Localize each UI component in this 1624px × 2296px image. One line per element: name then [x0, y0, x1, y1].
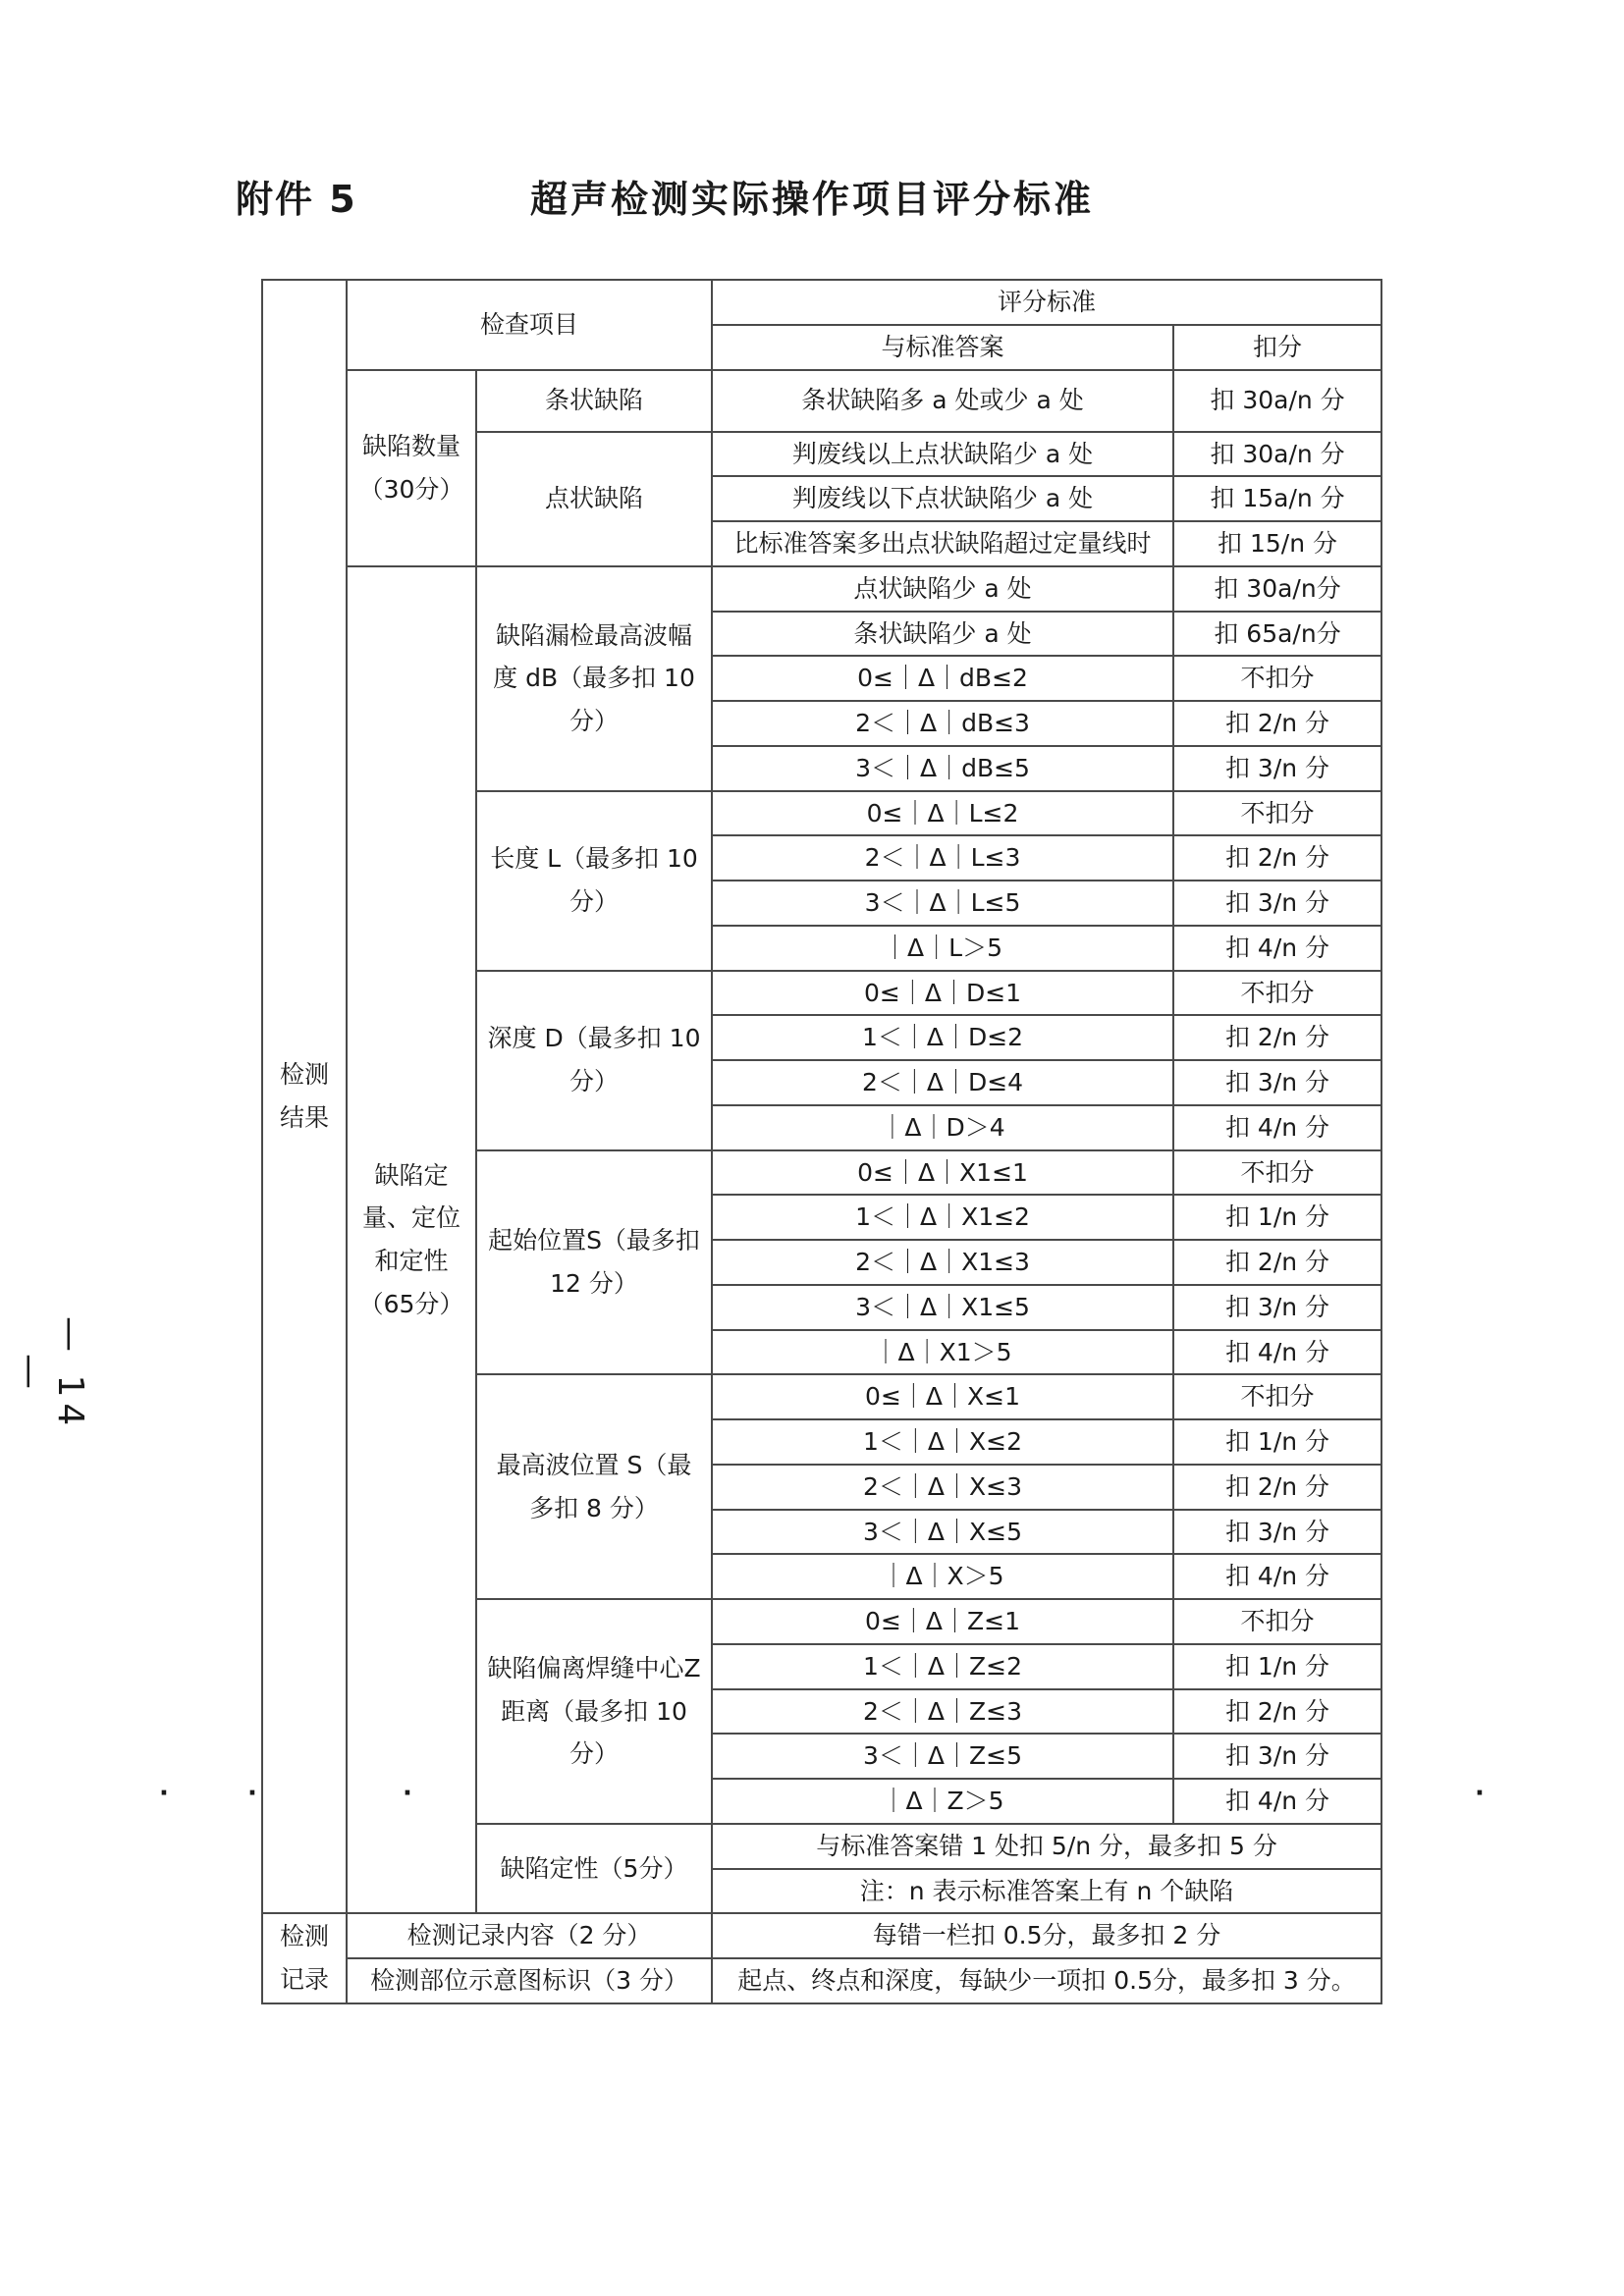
qualitative-rule: 与标准答案错 1 处扣 5/n 分，最多扣 5 分	[712, 1824, 1381, 1869]
criteria-header: 评分标准	[712, 280, 1381, 325]
record-rule: 每错一栏扣 0.5分，最多扣 2 分	[712, 1913, 1381, 1958]
deduction-cell: 扣 2/n 分	[1173, 701, 1381, 746]
criterion-group-label: 深度 D（最多扣 10 分）	[476, 971, 712, 1150]
deduction-cell: 不扣分	[1173, 656, 1381, 701]
condition-cell: 0≤｜Δ｜dB≤2	[712, 656, 1173, 701]
condition-cell: 3＜｜Δ｜Z≤5	[712, 1734, 1173, 1779]
condition-cell: 条状缺陷多 a 处或少 a 处	[712, 370, 1173, 432]
deduction-cell: 扣 3/n 分	[1173, 746, 1381, 791]
deduction-cell: 扣 1/n 分	[1173, 1195, 1381, 1240]
condition-cell: ｜Δ｜L＞5	[712, 926, 1173, 971]
condition-cell: ｜Δ｜X＞5	[712, 1554, 1173, 1599]
defect-count-label: 缺陷数量（30分）	[347, 370, 476, 566]
condition-cell: 3＜｜Δ｜dB≤5	[712, 746, 1173, 791]
condition-cell: 1＜｜Δ｜X1≤2	[712, 1195, 1173, 1240]
condition-cell: 判废线以下点状缺陷少 a 处	[712, 476, 1173, 521]
criterion-group-label: 缺陷漏检最高波幅度 dB（最多扣 10 分）	[476, 566, 712, 791]
condition-cell: 判废线以上点状缺陷少 a 处	[712, 432, 1173, 477]
table-header-row	[262, 280, 1381, 325]
deduction-cell: 扣 3/n 分	[1173, 881, 1381, 926]
deduction-cell: 不扣分	[1173, 1599, 1381, 1644]
condition-cell: 1＜｜Δ｜Z≤2	[712, 1644, 1173, 1689]
detection-result-label: 检测结果	[262, 280, 347, 1913]
dot-mark: ·	[1475, 1779, 1485, 1808]
deduction-cell: 扣 4/n 分	[1173, 1330, 1381, 1375]
record-rule: 起点、终点和深度，每缺少一项扣 0.5分，最多扣 3 分。	[712, 1958, 1381, 2003]
scoring-table	[261, 279, 1382, 2004]
deduction-cell: 扣 3/n 分	[1173, 1285, 1381, 1330]
condition-cell: 1＜｜Δ｜D≤2	[712, 1015, 1173, 1060]
record-item: 检测记录内容（2 分）	[347, 1913, 712, 1958]
deduction-cell: 扣 1/n 分	[1173, 1419, 1381, 1465]
condition-cell: 比标准答案多出点状缺陷超过定量线时	[712, 521, 1173, 566]
deduction-cell: 扣 2/n 分	[1173, 1240, 1381, 1285]
deduction-cell: 扣 15/n 分	[1173, 521, 1381, 566]
deduction-cell: 不扣分	[1173, 791, 1381, 836]
condition-cell: 2＜｜Δ｜X1≤3	[712, 1240, 1173, 1285]
deduction-cell: 扣 3/n 分	[1173, 1734, 1381, 1779]
record-item: 检测部位示意图标识（3 分）	[347, 1958, 712, 2003]
condition-cell: 0≤｜Δ｜X≤1	[712, 1374, 1173, 1419]
vs-answer-header: 与标准答案	[712, 325, 1173, 370]
condition-cell: 2＜｜Δ｜L≤3	[712, 835, 1173, 881]
deduction-cell: 扣 30a/n 分	[1173, 432, 1381, 477]
criterion-group-label: 起始位置S（最多扣 12 分）	[476, 1150, 712, 1375]
deduction-cell: 扣 2/n 分	[1173, 835, 1381, 881]
condition-cell: 点状缺陷少 a 处	[712, 566, 1173, 612]
attachment-label: 附件 5	[236, 178, 357, 221]
deduction-cell: 扣 4/n 分	[1173, 1554, 1381, 1599]
condition-cell: 3＜｜Δ｜L≤5	[712, 881, 1173, 926]
condition-cell: ｜Δ｜D＞4	[712, 1105, 1173, 1150]
dot-mark: ·	[159, 1779, 169, 1808]
dot-mark: ·	[403, 1779, 412, 1808]
condition-cell: 3＜｜Δ｜X≤5	[712, 1510, 1173, 1555]
table-row	[262, 370, 1381, 432]
deduction-cell: 扣 4/n 分	[1173, 926, 1381, 971]
point-defect-label: 点状缺陷	[476, 432, 712, 566]
condition-cell: 0≤｜Δ｜L≤2	[712, 791, 1173, 836]
quantification-label: 缺陷定量、定位和定性（65分）	[347, 566, 476, 1914]
table-row	[262, 1958, 1381, 2003]
deduction-cell: 扣 1/n 分	[1173, 1644, 1381, 1689]
condition-cell: 0≤｜Δ｜X1≤1	[712, 1150, 1173, 1196]
qualitative-label: 缺陷定性（5分）	[476, 1824, 712, 1914]
condition-cell: 2＜｜Δ｜Z≤3	[712, 1689, 1173, 1735]
deduction-cell: 扣 4/n 分	[1173, 1105, 1381, 1150]
condition-cell: 0≤｜Δ｜Z≤1	[712, 1599, 1173, 1644]
condition-cell: 1＜｜Δ｜X≤2	[712, 1419, 1173, 1465]
deduction-cell: 扣 2/n 分	[1173, 1465, 1381, 1510]
condition-cell: ｜Δ｜Z＞5	[712, 1779, 1173, 1824]
condition-cell: 3＜｜Δ｜X1≤5	[712, 1285, 1173, 1330]
deduction-cell: 扣 3/n 分	[1173, 1060, 1381, 1105]
deduction-cell: 扣 15a/n 分	[1173, 476, 1381, 521]
condition-cell: 2＜｜Δ｜dB≤3	[712, 701, 1173, 746]
table-row	[262, 566, 1381, 612]
deduction-cell: 不扣分	[1173, 1150, 1381, 1196]
qualitative-note: 注：n 表示标准答案上有 n 个缺陷	[712, 1869, 1381, 1914]
condition-cell: ｜Δ｜X1＞5	[712, 1330, 1173, 1375]
page-number: — 14 —	[10, 1316, 90, 1432]
detection-record-label: 检测记录	[262, 1913, 347, 2003]
deduction-cell: 扣 4/n 分	[1173, 1779, 1381, 1824]
condition-cell: 2＜｜Δ｜D≤4	[712, 1060, 1173, 1105]
deduction-cell: 不扣分	[1173, 1374, 1381, 1419]
condition-cell: 2＜｜Δ｜X≤3	[712, 1465, 1173, 1510]
deduction-cell: 扣 30a/n 分	[1173, 370, 1381, 432]
document-title: 超声检测实际操作项目评分标准	[530, 178, 1095, 221]
deduction-header: 扣分	[1173, 325, 1381, 370]
condition-cell: 条状缺陷少 a 处	[712, 612, 1173, 657]
table-row	[262, 1913, 1381, 1958]
deduction-cell: 扣 3/n 分	[1173, 1510, 1381, 1555]
linear-defect-label: 条状缺陷	[476, 370, 712, 432]
deduction-cell: 扣 30a/n分	[1173, 566, 1381, 612]
deduction-cell: 扣 65a/n分	[1173, 612, 1381, 657]
criterion-group-label: 缺陷偏离焊缝中心Z距离（最多扣 10 分）	[476, 1599, 712, 1824]
criterion-group-label: 最高波位置 S（最多扣 8 分）	[476, 1374, 712, 1599]
deduction-cell: 扣 2/n 分	[1173, 1689, 1381, 1735]
deduction-cell: 不扣分	[1173, 971, 1381, 1016]
criterion-group-label: 长度 L（最多扣 10 分）	[476, 791, 712, 971]
inspection-item-header: 检查项目	[347, 280, 712, 370]
page-header	[236, 169, 1365, 228]
deduction-cell: 扣 2/n 分	[1173, 1015, 1381, 1060]
dot-mark: ·	[247, 1779, 257, 1808]
condition-cell: 0≤｜Δ｜D≤1	[712, 971, 1173, 1016]
